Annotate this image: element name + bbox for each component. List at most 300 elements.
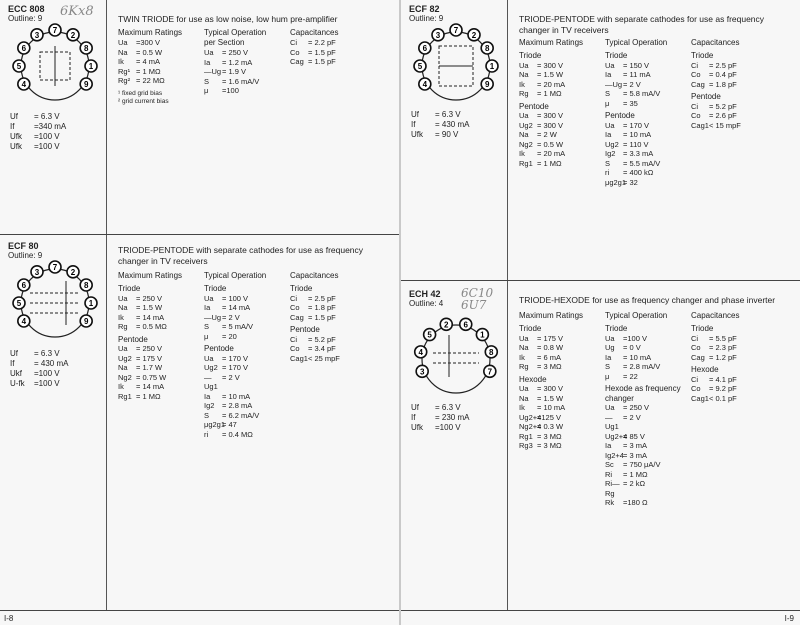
pin-number: 5 xyxy=(16,299,22,308)
spec-row xyxy=(605,178,689,188)
page-number: I-8 xyxy=(4,614,14,623)
left-page xyxy=(0,0,399,625)
spec-value: = 170 V xyxy=(623,120,650,130)
pin-number: 9 xyxy=(484,80,490,89)
pin-number: 2 xyxy=(70,30,76,40)
ecc808-specs xyxy=(118,0,393,234)
spec-value: = 6.3 V xyxy=(34,112,60,121)
tube-code: ECF 80 xyxy=(8,241,39,251)
spec-value: = 1.6 mA/V xyxy=(222,76,260,86)
spec-value: = 2 V xyxy=(222,372,240,382)
ecc808-panel xyxy=(0,0,399,235)
spec-value: = 32 xyxy=(623,177,638,187)
spec-row xyxy=(691,102,771,112)
spec-row xyxy=(605,149,689,159)
spec-symbol: Cag1 xyxy=(290,353,308,363)
ecf82-specs xyxy=(519,0,794,280)
spec-value: = 430 mA xyxy=(34,359,69,368)
spec-symbol: Rg1 xyxy=(519,158,533,168)
spec-row xyxy=(118,67,202,77)
spec-row xyxy=(118,57,202,67)
heater-row xyxy=(10,379,68,389)
spec-value: = 9.2 pF xyxy=(709,384,737,393)
triode-heading: Triode xyxy=(519,324,542,333)
spec-row xyxy=(519,362,603,372)
spec-symbol: Ua xyxy=(519,333,529,343)
spec-value: =100 V xyxy=(435,423,461,432)
spec-row xyxy=(519,384,603,394)
spec-row xyxy=(519,149,603,159)
spec-row xyxy=(519,343,603,353)
spec-symbol: Na xyxy=(519,343,529,352)
pin-number: 1 xyxy=(489,62,495,71)
spec-value: =100 V xyxy=(34,142,60,151)
pin-number: 3 xyxy=(419,367,425,377)
spec-row xyxy=(118,313,202,323)
max-ratings-heading: Maximum Ratings xyxy=(118,28,183,37)
heater-row xyxy=(411,423,469,433)
spec-row xyxy=(605,70,689,80)
spec-value: = 2 V xyxy=(623,412,641,422)
spec-value: = 85 V xyxy=(623,431,645,441)
hexode-fc-heading: Hexode as frequency changer xyxy=(605,384,681,403)
spec-row xyxy=(519,441,603,451)
typical-operation xyxy=(204,28,288,96)
spec-symbol: S xyxy=(204,410,210,420)
spec-row xyxy=(118,76,202,86)
capacitances xyxy=(691,38,771,130)
spec-value: = 100 V xyxy=(222,293,249,303)
spec-symbol: Ik xyxy=(519,79,525,89)
spec-row xyxy=(519,159,603,169)
spec-symbol: Co xyxy=(290,47,300,57)
spec-symbol: Rg1 xyxy=(519,431,533,441)
spec-symbol: Cag xyxy=(290,312,304,322)
spec-symbol: Rg xyxy=(519,89,529,98)
pin-number: 2 xyxy=(471,30,477,40)
triode-heading: Triode xyxy=(290,284,313,293)
spec-symbol: Co xyxy=(691,384,701,393)
typical-heading: Typical Operation xyxy=(605,311,668,320)
spec-row xyxy=(204,373,288,392)
spec-value: = 300 V xyxy=(537,111,564,120)
spec-value: =340 mA xyxy=(34,122,67,131)
spec-value: = 0.3 W xyxy=(537,422,564,431)
pin-number: 3 xyxy=(34,30,40,40)
spec-symbol: Na xyxy=(118,303,128,312)
spec-row xyxy=(519,394,603,404)
capacitances xyxy=(691,311,771,403)
spec-symbol: Na xyxy=(118,47,128,57)
triode-heading: Triode xyxy=(204,284,227,293)
spec-value: = 35 xyxy=(623,98,638,108)
spec-value: = 3 mA xyxy=(623,450,647,460)
spec-symbol: Ia xyxy=(204,303,211,312)
spec-row xyxy=(204,392,288,402)
pin-number: 7 xyxy=(52,26,58,35)
spec-row xyxy=(519,432,603,442)
note-2: ² grid current bias xyxy=(118,97,169,105)
spec-symbol: Ufk xyxy=(10,132,22,141)
pentode-heading: Pentode xyxy=(290,325,320,334)
max-ratings xyxy=(519,311,603,451)
spec-symbol: μg2g1 xyxy=(605,177,627,187)
heater-row xyxy=(10,112,66,122)
spec-symbol: —Ug xyxy=(605,79,623,89)
triode-heading: Triode xyxy=(519,51,542,60)
spec-value: = 5.5 mA/V xyxy=(623,158,661,168)
spec-row xyxy=(605,362,689,372)
spec-row xyxy=(691,343,771,353)
spec-symbol: Ci xyxy=(290,293,298,303)
spec-row xyxy=(118,303,202,313)
spec-value: = 0.5 MΩ xyxy=(136,322,167,331)
pin-number: 8 xyxy=(83,281,89,290)
spec-symbol: Ua xyxy=(118,38,128,47)
spec-value: = 250 V xyxy=(222,48,249,57)
max-ratings-heading: Maximum Ratings xyxy=(118,271,183,280)
spec-symbol: μ xyxy=(605,371,610,381)
spec-value: =100 V xyxy=(34,379,60,388)
spec-value: =100 V xyxy=(623,333,647,343)
spec-value: = 1.5 pF xyxy=(308,57,336,66)
spec-symbol: Rk xyxy=(605,498,615,507)
spec-symbol: Ia xyxy=(605,70,612,79)
spec-symbol: If xyxy=(411,120,416,129)
spec-row xyxy=(605,441,689,451)
spec-symbol: Ua xyxy=(519,384,529,393)
spec-value: = 430 mA xyxy=(435,120,470,129)
spec-value: = 14 mA xyxy=(136,382,165,391)
spec-value: = 5.2 pF xyxy=(308,334,336,344)
spec-symbol: Ng2 xyxy=(519,139,533,149)
spec-row xyxy=(605,451,689,461)
spec-row xyxy=(691,61,771,71)
spec-symbol: Ug2 xyxy=(605,139,619,149)
spec-row xyxy=(605,460,689,470)
spec-value: =100 xyxy=(222,86,239,95)
capacitances-heading: Capacitances xyxy=(290,271,339,280)
pentode-heading: Pentode xyxy=(204,344,234,353)
heater-row xyxy=(411,403,469,413)
pin-number: 5 xyxy=(427,330,432,340)
spec-value: = 2.5 pF xyxy=(709,60,737,70)
heater-row xyxy=(411,120,469,130)
spec-value: = 11 mA xyxy=(623,70,651,79)
spec-symbol: Ci xyxy=(691,374,699,384)
spec-symbol: Rg3 xyxy=(519,441,533,450)
spec-value: = 0.4 pF xyxy=(709,70,737,79)
spec-symbol: Sc xyxy=(605,460,614,469)
spec-symbol: Co xyxy=(290,344,300,353)
heater-row xyxy=(411,413,469,423)
pentode-heading: Pentode xyxy=(605,111,635,120)
handwritten-note: 6Kx8 xyxy=(60,4,94,19)
typical-operation xyxy=(204,271,288,439)
pentode-heading: Pentode xyxy=(519,101,549,111)
capacitances-heading: Capacitances xyxy=(290,28,339,37)
tube-code: ECH 42 xyxy=(409,289,441,299)
spec-value: = 0 V xyxy=(623,343,641,352)
pin-diagram xyxy=(411,315,501,400)
spec-value: =100 V xyxy=(34,132,60,141)
pentode-heading: Pentode xyxy=(118,334,148,344)
heater-row xyxy=(10,142,66,152)
spec-symbol: S xyxy=(204,322,210,331)
spec-symbol: Ua xyxy=(118,344,128,353)
spec-value: = 2.2 pF xyxy=(308,38,336,47)
spec-value: = 20 xyxy=(222,331,237,341)
spec-row xyxy=(118,354,202,364)
spec-value: = 300 V xyxy=(537,120,564,130)
capacitances-heading: Capacitances xyxy=(691,311,740,320)
spec-row xyxy=(290,57,370,67)
ech42-panel xyxy=(401,280,800,611)
spec-row xyxy=(204,430,288,440)
spec-value: =180 Ω xyxy=(623,498,648,507)
spec-symbol: Co xyxy=(290,303,300,312)
spec-value: = 1.5 W xyxy=(136,303,163,312)
spec-value: = 4.1 pF xyxy=(709,374,737,384)
tube-title: TRIODE-PENTODE with separate cathodes for use as frequency changer in TV receivers xyxy=(118,245,364,266)
spec-value: = 1.2 mA xyxy=(222,57,253,67)
spec-row xyxy=(605,498,689,508)
spec-symbol: S xyxy=(204,76,210,86)
tube-code: ECF 82 xyxy=(409,4,440,14)
spec-symbol: —Ug1 xyxy=(605,412,619,431)
spec-symbol: Ik xyxy=(118,382,124,391)
spec-symbol: μg2g1 xyxy=(204,420,226,429)
spec-row xyxy=(204,363,288,373)
spec-row xyxy=(519,422,603,432)
spec-row xyxy=(519,61,603,71)
spec-value: = 20 mA xyxy=(537,149,566,158)
spec-symbol: Ufk xyxy=(411,130,423,139)
spec-row xyxy=(204,86,288,96)
capacitances xyxy=(290,271,370,363)
capacitances-heading: Capacitances xyxy=(691,38,740,47)
typical-operation xyxy=(605,311,689,508)
note-1: ¹ fixed grid bias xyxy=(118,89,163,97)
spec-symbol: Ci xyxy=(290,334,298,344)
spec-symbol: Ia xyxy=(605,441,612,450)
spec-symbol: Ig2 xyxy=(204,401,215,410)
spec-row xyxy=(605,89,689,99)
pin-number: 8 xyxy=(83,44,89,53)
spec-row xyxy=(290,48,370,58)
pin-number: 1 xyxy=(88,299,94,308)
spec-symbol: Na xyxy=(118,363,128,372)
spec-symbol: Cag1 xyxy=(691,120,709,130)
max-ratings xyxy=(118,28,202,106)
typical-operation xyxy=(605,38,689,187)
spec-row xyxy=(519,70,603,80)
spec-value: = 750 μA/V xyxy=(623,460,661,469)
spec-row xyxy=(519,334,603,344)
tube-title: TRIODE-PENTODE with separate cathodes for use as frequency changer in TV receivers xyxy=(519,14,765,35)
spec-row xyxy=(605,121,689,131)
spec-value: = 5.8 mA/V xyxy=(623,89,661,98)
spec-symbol: Ia xyxy=(204,57,211,67)
spec-value: = 4 mA xyxy=(136,57,160,66)
hexode-heading: Hexode xyxy=(519,374,547,384)
spec-symbol: Ci xyxy=(691,101,699,111)
pin-number: 6 xyxy=(463,320,468,330)
pin-number: 9 xyxy=(83,317,89,326)
triode-heading: Triode xyxy=(691,324,714,333)
spec-value: = 2 kΩ xyxy=(623,479,646,488)
spec-value: = 170 V xyxy=(222,353,249,363)
spec-symbol: Ri—Rg xyxy=(605,479,620,498)
spec-value: = 1.8 pF xyxy=(308,303,336,312)
spec-value: = 0.5 W xyxy=(537,139,564,149)
spec-symbol: Ua xyxy=(605,333,615,343)
spec-symbol: ri xyxy=(204,429,209,439)
spec-value: = 400 kΩ xyxy=(623,168,654,177)
spec-symbol: Ua xyxy=(204,48,214,57)
spec-symbol: Ug xyxy=(605,343,615,352)
heater-values xyxy=(411,403,469,433)
spec-symbol: Ua xyxy=(605,60,615,70)
heater-row xyxy=(411,110,469,120)
spec-value: = 10 mA xyxy=(623,130,652,139)
spec-row xyxy=(118,363,202,373)
spec-value: = 175 V xyxy=(136,353,163,363)
page-number: I-9 xyxy=(784,614,794,623)
spec-value: = 1 MΩ xyxy=(136,391,161,401)
spec-value: = 110 V xyxy=(623,139,649,149)
max-ratings xyxy=(519,38,603,168)
spec-row xyxy=(605,334,689,344)
spec-row xyxy=(691,384,771,394)
spec-row xyxy=(691,70,771,80)
spec-value: = 300 V xyxy=(537,384,564,393)
spec-value: = 2.6 pF xyxy=(709,111,737,120)
spec-symbol: Ci xyxy=(290,38,298,47)
spec-symbol: Ia xyxy=(204,391,211,401)
spec-symbol: Ua xyxy=(519,111,529,120)
ech42-specs xyxy=(519,281,794,610)
pentode-heading: Pentode xyxy=(691,92,721,101)
spec-value: = 2 W xyxy=(537,130,557,139)
spec-symbol: Ig2 xyxy=(605,149,616,158)
spec-value: = 22 xyxy=(623,371,638,381)
heater-values xyxy=(10,112,66,152)
ecf82-left-column xyxy=(401,0,508,280)
spec-row xyxy=(519,80,603,90)
spec-symbol: Ufk xyxy=(411,423,423,432)
typical-heading: Typical Operation xyxy=(605,38,668,47)
pin-number: 1 xyxy=(88,62,94,71)
heater-values xyxy=(411,110,469,140)
spec-symbol: Ik xyxy=(519,352,525,362)
pin-number: 4 xyxy=(21,317,27,326)
spec-symbol: Ua xyxy=(118,293,128,303)
spec-symbol: Rg xyxy=(519,362,529,371)
heater-values xyxy=(10,349,68,389)
spec-value: = 3.4 pF xyxy=(308,344,336,353)
spec-row xyxy=(605,159,689,169)
spec-row xyxy=(290,354,370,364)
typical-heading: Typical Operation xyxy=(204,271,267,280)
heater-row xyxy=(411,130,469,140)
spec-symbol: Ci xyxy=(691,60,699,70)
ecc808-left-column xyxy=(0,0,107,234)
capacitances xyxy=(290,28,370,67)
spec-row xyxy=(118,294,202,304)
pin-number: 2 xyxy=(444,320,449,330)
tube-code: ECC 808 xyxy=(8,4,45,14)
spec-value: = 47 xyxy=(222,420,237,429)
max-ratings-heading: Maximum Ratings xyxy=(519,311,584,320)
spec-value: = 2 V xyxy=(623,79,641,89)
pin-number: 6 xyxy=(21,281,27,290)
spec-symbol: Ug2 xyxy=(118,353,132,363)
spec-value: = 5.5 pF xyxy=(709,333,737,343)
spec-row xyxy=(691,375,771,385)
spec-value: = 2.8 mA xyxy=(222,401,253,410)
spec-symbol: μ xyxy=(204,86,209,95)
spec-value: = 230 mA xyxy=(435,413,470,422)
pin-number: 3 xyxy=(435,30,441,40)
spec-value: = 250 V xyxy=(623,403,650,412)
spec-row xyxy=(204,420,288,430)
spec-symbol: U-fk xyxy=(10,379,25,388)
spec-symbol: Rg1 xyxy=(118,391,132,401)
pin-number: 4 xyxy=(21,80,27,89)
spec-value: = 1 MΩ xyxy=(537,158,562,168)
spec-symbol: μ xyxy=(605,98,610,108)
spec-row xyxy=(605,353,689,363)
spec-value: =300 V xyxy=(136,38,160,47)
spec-symbol: Co xyxy=(691,111,701,120)
spec-row xyxy=(605,130,689,140)
spec-row xyxy=(290,303,370,313)
spec-value: = 6.2 mA/V xyxy=(222,410,260,420)
spec-value: = 1.5 pF xyxy=(308,47,336,57)
right-page xyxy=(401,0,800,625)
spec-value: = 10 mA xyxy=(623,352,652,362)
ecf80-panel xyxy=(0,234,399,611)
spec-value: = 6.3 V xyxy=(34,349,60,358)
spec-value: = 300 V xyxy=(537,60,564,70)
spec-value: = 1.5 W xyxy=(537,70,564,79)
spec-symbol: —Ug1 xyxy=(204,372,218,391)
spec-symbol: Ua xyxy=(519,60,529,70)
spec-symbol: μ xyxy=(204,331,209,341)
spec-row xyxy=(605,99,689,109)
spec-row xyxy=(605,140,689,150)
spec-row xyxy=(204,332,288,342)
spec-value: = 3.3 mA xyxy=(623,149,654,158)
spec-value: = 10 mA xyxy=(537,403,566,412)
spec-row xyxy=(605,413,689,432)
spec-row xyxy=(519,89,603,99)
max-ratings-heading: Maximum Ratings xyxy=(519,38,584,47)
spec-symbol: Ug2 xyxy=(204,363,218,372)
pin-diagram xyxy=(10,22,100,107)
spec-row xyxy=(519,353,603,363)
spec-row xyxy=(605,432,689,442)
spec-value: = 2.3 pF xyxy=(709,343,737,352)
spec-value: = 2 V xyxy=(222,312,240,322)
spec-symbol: Uf xyxy=(411,403,419,412)
spec-symbol: Ig2+4 xyxy=(605,450,624,460)
spec-symbol: Cag xyxy=(290,57,304,66)
spec-row xyxy=(605,168,689,178)
spec-row xyxy=(605,343,689,353)
spec-value: = 22 MΩ xyxy=(136,76,165,85)
